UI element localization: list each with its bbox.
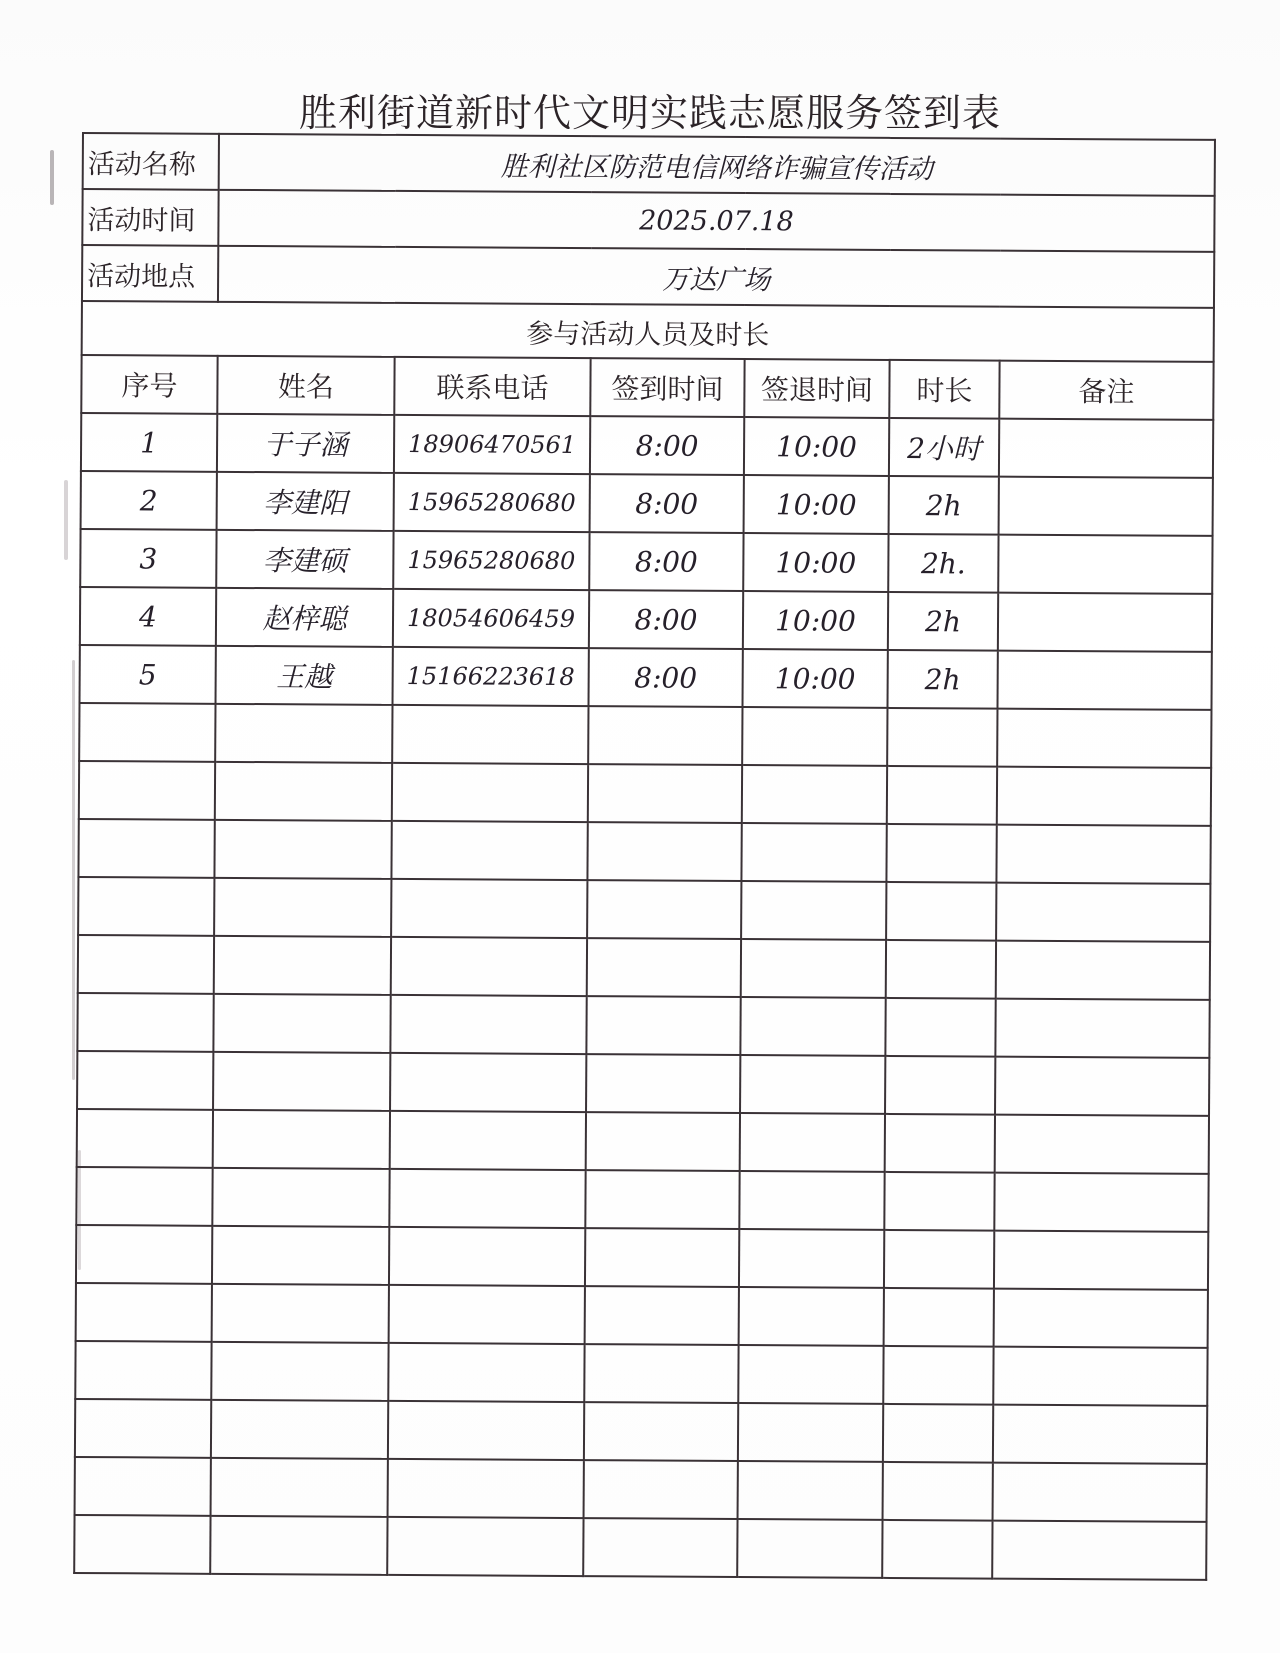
empty-cell: [741, 823, 886, 882]
empty-cell: [585, 1286, 739, 1345]
cell-sign-out: 10:00: [744, 475, 889, 534]
cell-no: 5: [80, 645, 216, 704]
empty-cell: [883, 1346, 993, 1405]
empty-cell: [213, 994, 390, 1053]
empty-cell: [213, 1052, 390, 1111]
empty-cell: [738, 1403, 883, 1462]
empty-cell: [992, 1521, 1206, 1580]
empty-cell: [77, 993, 213, 1052]
empty-cell: [742, 765, 887, 824]
table-row: [81, 413, 1213, 478]
empty-cell: [885, 998, 995, 1057]
empty-table-row: [78, 819, 1210, 884]
cell-sign-in: 8:00: [590, 416, 744, 475]
empty-cell: [391, 821, 587, 880]
empty-cell: [995, 999, 1209, 1058]
cell-sign-in: 8:00: [590, 474, 744, 533]
empty-cell: [740, 1113, 885, 1172]
col-header-note: 备注: [999, 361, 1213, 420]
empty-cell: [211, 1458, 388, 1517]
empty-cell: [738, 1345, 883, 1404]
empty-cell: [737, 1519, 882, 1578]
empty-cell: [78, 819, 214, 878]
empty-cell: [588, 706, 742, 765]
empty-cell: [389, 1169, 585, 1228]
empty-cell: [587, 938, 741, 997]
empty-table-row: [76, 1167, 1208, 1232]
empty-cell: [391, 879, 587, 938]
cell-name: 王越: [216, 646, 393, 705]
cell-note: [999, 419, 1213, 478]
empty-cell: [388, 1459, 584, 1518]
empty-cell: [212, 1284, 389, 1343]
activity-place-value: 万达广场: [218, 246, 1214, 308]
form-title: 胜利街道新时代文明实践志愿服务签到表: [298, 91, 1001, 135]
cell-name: 赵梓聪: [216, 588, 393, 647]
empty-table-row: [74, 1515, 1206, 1580]
empty-table-row: [78, 877, 1210, 942]
column-header-row: [81, 355, 1213, 420]
empty-cell: [76, 1167, 212, 1226]
empty-cell: [213, 1110, 390, 1169]
cell-phone: 15965280680: [393, 531, 589, 590]
empty-table-row: [79, 703, 1211, 768]
empty-table-row: [77, 1109, 1209, 1174]
empty-cell: [884, 1172, 994, 1231]
empty-cell: [739, 1287, 884, 1346]
empty-cell: [993, 1463, 1207, 1522]
empty-cell: [884, 1230, 994, 1289]
empty-cell: [77, 1051, 213, 1110]
empty-cell: [886, 824, 996, 883]
empty-cell: [387, 1517, 583, 1576]
scan-edge-mark: [72, 660, 75, 1080]
scan-edge-mark: [64, 480, 68, 560]
empty-cell: [391, 937, 587, 996]
empty-cell: [740, 1055, 885, 1114]
cell-note: [998, 535, 1212, 594]
empty-table-row: [75, 1341, 1207, 1406]
activity-time-value: 2025.07.18: [218, 190, 1214, 252]
col-header-duration: 时长: [889, 360, 999, 419]
empty-cell: [584, 1344, 738, 1403]
col-header-no: 序号: [81, 355, 217, 414]
empty-table-row: [75, 1399, 1207, 1464]
empty-cell: [740, 997, 885, 1056]
empty-cell: [584, 1460, 738, 1519]
empty-cell: [586, 1112, 740, 1171]
empty-cell: [79, 703, 215, 762]
empty-cell: [741, 939, 886, 998]
participants-section-row: [82, 301, 1214, 362]
activity-name-label: 活动名称: [83, 133, 219, 190]
cell-duration: 2h: [887, 650, 997, 709]
cell-sign-in: 8:00: [589, 532, 743, 591]
empty-table-row: [78, 935, 1210, 1000]
empty-cell: [77, 1109, 213, 1168]
empty-cell: [390, 1111, 586, 1170]
empty-cell: [210, 1516, 387, 1575]
empty-cell: [588, 764, 742, 823]
cell-duration: 2h.: [888, 534, 998, 593]
empty-cell: [994, 1231, 1208, 1290]
empty-cell: [215, 762, 392, 821]
activity-name-row: [83, 133, 1215, 196]
empty-cell: [883, 1404, 993, 1463]
empty-cell: [212, 1168, 389, 1227]
cell-note: [999, 477, 1213, 536]
empty-cell: [886, 882, 996, 941]
cell-phone: 18054606459: [393, 589, 589, 648]
empty-cell: [392, 763, 588, 822]
empty-cell: [994, 1289, 1208, 1348]
table-row: [81, 471, 1213, 536]
empty-cell: [739, 1229, 884, 1288]
table-row: [80, 587, 1212, 652]
empty-cell: [585, 1170, 739, 1229]
empty-table-row: [79, 761, 1211, 826]
cell-sign-out: 10:00: [743, 533, 888, 592]
empty-cell: [389, 1227, 585, 1286]
empty-cell: [75, 1457, 211, 1516]
col-header-sign-in: 签到时间: [590, 358, 744, 417]
empty-cell: [392, 705, 588, 764]
empty-cell: [883, 1462, 993, 1521]
cell-sign-out: 10:00: [743, 591, 888, 650]
empty-cell: [884, 1288, 994, 1347]
cell-name: 于子涵: [217, 414, 394, 473]
cell-duration: 2h: [888, 592, 998, 651]
empty-cell: [586, 1054, 740, 1113]
cell-name: 李建硕: [216, 530, 393, 589]
cell-note: [997, 651, 1211, 710]
empty-table-row: [77, 993, 1209, 1058]
empty-cell: [997, 767, 1211, 826]
empty-cell: [75, 1341, 211, 1400]
empty-cell: [742, 707, 887, 766]
cell-sign-out: 10:00: [744, 417, 889, 476]
empty-cell: [389, 1285, 585, 1344]
empty-cell: [211, 1400, 388, 1459]
cell-sign-out: 10:00: [742, 649, 887, 708]
cell-duration: 2h: [889, 476, 999, 535]
table-row: [80, 645, 1212, 710]
empty-cell: [211, 1342, 388, 1401]
empty-cell: [388, 1343, 584, 1402]
activity-place-label: 活动地点: [82, 245, 218, 302]
empty-cell: [75, 1399, 211, 1458]
empty-cell: [739, 1171, 884, 1230]
col-header-sign-out: 签退时间: [744, 359, 889, 418]
empty-cell: [741, 881, 886, 940]
cell-no: 4: [80, 587, 216, 646]
empty-cell: [887, 708, 997, 767]
cell-note: [998, 593, 1212, 652]
empty-cell: [997, 709, 1211, 768]
cell-no: 1: [81, 413, 217, 472]
cell-name: 李建阳: [217, 472, 394, 531]
empty-cell: [214, 936, 391, 995]
empty-cell: [587, 880, 741, 939]
empty-table-row: [76, 1225, 1208, 1290]
cell-duration: 2小时: [889, 418, 999, 477]
empty-cell: [390, 995, 586, 1054]
col-header-phone: 联系电话: [394, 357, 590, 416]
cell-no: 3: [80, 529, 216, 588]
empty-cell: [79, 761, 215, 820]
empty-cell: [214, 878, 391, 937]
empty-cell: [74, 1515, 210, 1574]
empty-cell: [886, 940, 996, 999]
cell-sign-in: 8:00: [589, 590, 743, 649]
empty-cell: [587, 822, 741, 881]
col-header-name: 姓名: [217, 356, 394, 415]
empty-table-row: [75, 1457, 1207, 1522]
participants-section-header: 参与活动人员及时长: [82, 301, 1214, 362]
empty-cell: [78, 935, 214, 994]
empty-cell: [995, 1115, 1209, 1174]
cell-sign-in: 8:00: [589, 648, 743, 707]
empty-cell: [885, 1056, 995, 1115]
empty-cell: [882, 1520, 992, 1579]
empty-table-row: [76, 1283, 1208, 1348]
empty-cell: [887, 766, 997, 825]
sign-in-table: [73, 132, 1216, 1581]
empty-cell: [78, 877, 214, 936]
scan-edge-mark: [50, 150, 54, 205]
empty-cell: [215, 704, 392, 763]
empty-table-row: [77, 1051, 1209, 1116]
empty-cell: [993, 1347, 1207, 1406]
activity-name-value: 胜利社区防范电信网络诈骗宣传活动: [219, 134, 1215, 196]
table-row: [80, 529, 1212, 594]
empty-cell: [993, 1405, 1207, 1464]
empty-cell: [585, 1228, 739, 1287]
empty-cell: [388, 1401, 584, 1460]
empty-cell: [76, 1225, 212, 1284]
empty-cell: [996, 941, 1210, 1000]
empty-cell: [995, 1057, 1209, 1116]
cell-phone: 15166223618: [393, 647, 589, 706]
activity-time-row: [82, 189, 1214, 252]
empty-cell: [583, 1518, 737, 1577]
empty-cell: [885, 1114, 995, 1173]
empty-cell: [584, 1402, 738, 1461]
empty-cell: [390, 1053, 586, 1112]
empty-cell: [586, 996, 740, 1055]
cell-phone: 18906470561: [394, 415, 590, 474]
activity-time-label: 活动时间: [82, 189, 218, 246]
empty-cell: [994, 1173, 1208, 1232]
cell-no: 2: [81, 471, 217, 530]
empty-cell: [214, 820, 391, 879]
empty-cell: [76, 1283, 212, 1342]
empty-cell: [996, 825, 1210, 884]
empty-cell: [996, 883, 1210, 942]
cell-phone: 15965280680: [394, 473, 590, 532]
empty-cell: [212, 1226, 389, 1285]
activity-place-row: [82, 245, 1214, 308]
empty-cell: [738, 1461, 883, 1520]
